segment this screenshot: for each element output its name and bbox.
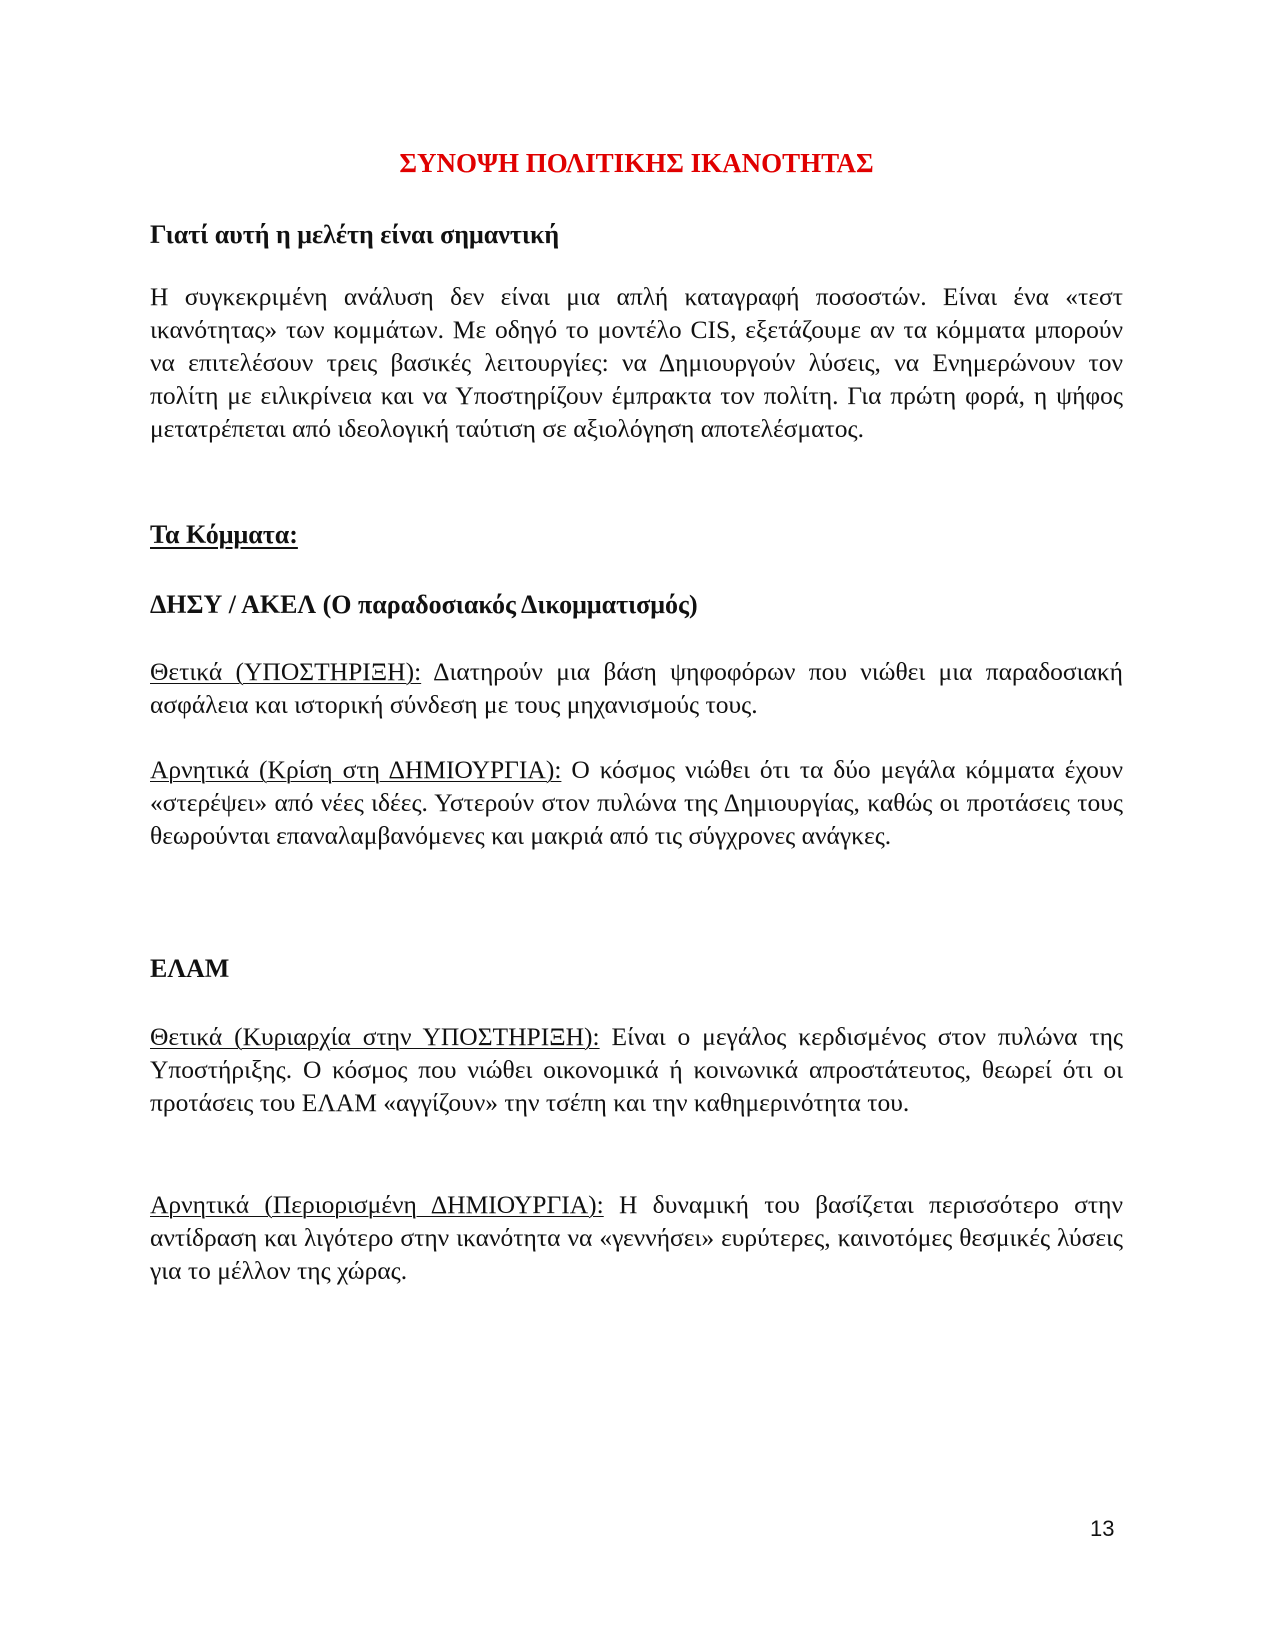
negative-text: Η δυναμική του βασίζεται περισσότερο στην αντίδραση και λιγότερο στην ικανότητα να «γεννήσει» ευρύτερες, καινοτόμες θεσμικές λύσεις για το μέλλον της χώρας. [150,1190,1124,1285]
party-disy-akel-negative [150,753,1123,852]
party-elam-positive [150,1020,1123,1119]
positive-label: Θετικά (Κυριαρχία στην ΥΠΟΣΤΗΡΙΞΗ): [150,1022,600,1051]
negative-text: Ο κόσμος νιώθει ότι τα δύο μεγάλα κόμματα έχουν «στερέψει» από νέες ιδέες. Υστερούν στον πυλώνα της Δημιουργίας, καθώς οι προτάσεις τους θεωρούνται επαναλαμβανόμενες και μακριά από τις σύγχρονες ανάγκες. [150,755,1123,850]
parties-heading [150,520,1123,550]
positive-text: Διατηρούν μια βάση ψηφοφόρων που νιώθει μια παραδοσιακή ασφάλεια και ιστορική σύνδεση με τους μηχανισμούς τους. [150,657,1124,719]
party-elam-negative [150,1188,1123,1287]
negative-label: Αρνητικά (Περιορισμένη ΔΗΜΙΟΥΡΓΙΑ): [150,1190,604,1219]
intro-paragraph: Η συγκεκριμένη ανάλυση δεν είναι μια απλή καταγραφή ποσοστών. Είναι ένα «τεστ ικανότητας» των κομμάτων. Με οδηγό το μοντέλο CIS, εξετάζουμε αν τα κόμματα μπορούν να επιτελέσουν τρεις βασικές λειτουργίες: να Δημιουργούν λύσεις, να Ενημερώνουν τον πολίτη με ειλικρίνεια και να Υποστηρίζουν έμπρακτα τον πολίτη. Για πρώτη φορά, η ψήφος μετατρέπεται από ιδεολογική ταύτιση σε αξιολόγηση αποτελέσματος. [150,282,1123,443]
positive-label: Θετικά (ΥΠΟΣΤΗΡΙΞΗ): [150,657,422,686]
page-title: ΣΥΝΟΨΗ ΠΟΛΙΤΙΚΗΣ ΙΚΑΝΟΤΗΤΑΣ [399,148,874,178]
party-heading-disy-akel: ΔΗΣΥ / ΑΚΕΛ (Ο παραδοσιακός Δικομματισμός) [150,590,698,619]
positive-text: Είναι ο μεγάλος κερδισμένος στον πυλώνα της Υποστήριξης. Ο κόσμος που νιώθει οικονομικά ή κοινωνικά απροστάτευτος, θεωρεί ότι οι προτάσεις του ΕΛΑΜ «αγγίζουν» την τσέπη και την καθημερινότητα του. [150,1022,1124,1117]
party-disy-akel-positive [150,655,1123,721]
negative-label: Αρνητικά (Κρίση στη ΔΗΜΙΟΥΡΓΙΑ): [150,755,562,784]
page-number: 13 [1090,1516,1115,1541]
section-heading-importance: Γιατί αυτή η μελέτη είναι σημαντική [150,220,560,249]
parties-heading-text: Τα Κόμματα: [150,520,298,549]
party-heading-elam: ΕΛΑΜ [150,954,230,983]
